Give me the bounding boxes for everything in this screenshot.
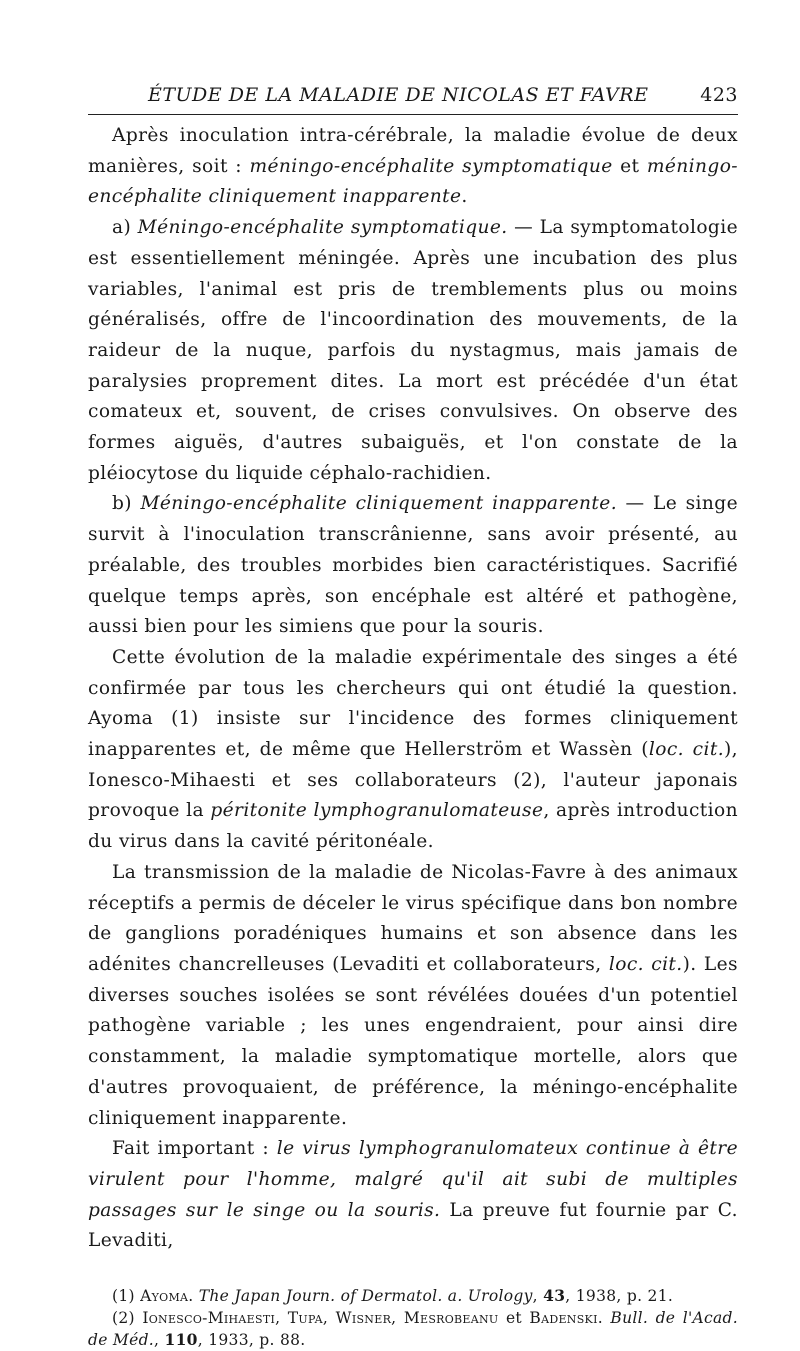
- paragraph-important: Fait important : le virus lymphogranulomateux continue à être virulent pour l'homme, malgré qu'il ait subi de multiples passages sur le singe ou la souris. La preuve fut fournie par C. Levaditi,: [88, 1138, 738, 1252]
- paragraph-intro: Après inoculation intra-cérébrale, la maladie évolue de deux manières, soit : méningo-encéphalite symptomatique et méningo-encéphalite cliniquement inapparente.: [88, 125, 738, 208]
- paragraph-transmission: La transmission de la maladie de Nicolas-Favre à des animaux réceptifs a permis de déceler le virus spécifique dans bon nombre de ganglions poradéniques humains et son absence dans les adénites chancrelleuses (Levaditi et collaborateurs, loc. cit.). Les diverses souches isolées se sont révélées douées d'un potentiel pathogène variable ; les unes engendraient, pour ainsi dire constamment, la maladie symptomatique mortelle, alors que d'autres provoquaient, de préférence, la méningo-encéphalite cliniquement inapparente.: [88, 861, 738, 1129]
- header-rule: [88, 114, 738, 115]
- footnotes: [88, 1285, 738, 1351]
- running-title: ÉTUDE DE LA MALADIE DE NICOLAS ET FAVRE: [148, 84, 649, 106]
- footnote-2: (2) Ionesco-Mihaesti, Tupa, Wisner, Mesrobeanu et Badenski. Bull. de l'Acad. de Méd., 110, 1933, p. 88.: [88, 1309, 738, 1350]
- page-number: 423: [700, 84, 738, 106]
- page-content: [88, 80, 738, 1351]
- section-heading-b: Méningo-encéphalite cliniquement inapparente.: [140, 493, 618, 515]
- paragraph-symptomatic: a) Méningo-encéphalite symptomatique. — La symptomatologie est essentiellement méningée. Après une incubation des plus variables, l'animal est pris de tremblements plus ou moins généralisés, offre de l'incoordination des mouvements, de la raideur de la nuque, parfois du nystagmus, mais jamais de paralysies proprement dites. La mort est précédée d'un état comateux et, souvent, de crises convulsives. On observe des formes aiguës, d'autres subaiguës, et l'on constate de la pléiocytose du liquide céphalo-rachidien.: [88, 217, 738, 484]
- running-header: [88, 80, 738, 114]
- section-heading-a: Méningo-encéphalite symptomatique.: [137, 217, 508, 239]
- paragraph-confirmation: Cette évolution de la maladie expérimentale des singes a été confirmée par tous les chercheurs qui ont étudié la question. Ayoma (1) insiste sur l'incidence des formes cliniquement inapparentes et, de même que Hellerström et Wassèn (loc. cit.), Ionesco-Mihaesti et ses collaborateurs (2), l'auteur japonais provoque la péritonite lymphogranulomateuse, après introduction du virus dans la cavité péritonéale.: [88, 646, 738, 853]
- footnote-1: (1) Ayoma. The Japan Journ. of Dermatol. a. Urology, 43, 1938, p. 21.: [112, 1286, 674, 1306]
- paragraph-inapparent: b) Méningo-encéphalite cliniquement inapparente. — Le singe survit à l'inoculation transcrânienne, sans avoir présenté, au préalable, des troubles morbides bien caractéristiques. Sacrifié quelque temps après, son encéphale est altéré et pathogène, aussi bien pour les simiens que pour la souris.: [88, 493, 738, 638]
- body-text: [88, 121, 738, 1257]
